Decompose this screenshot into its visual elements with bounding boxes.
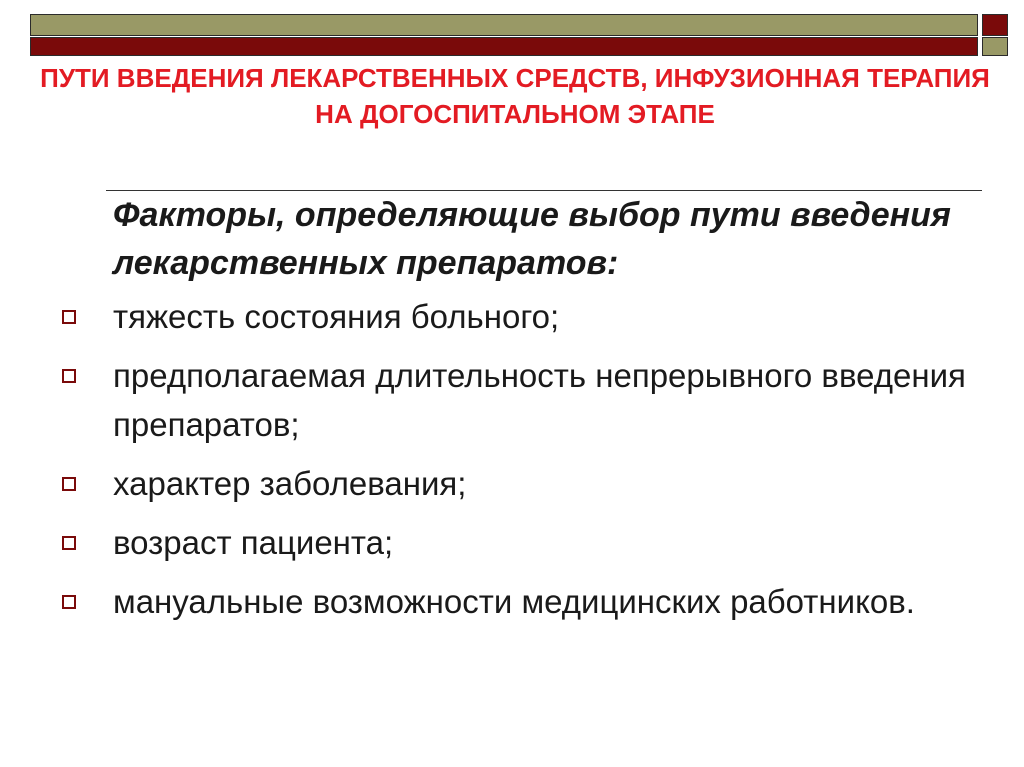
bullet-text: характер заболевания; [113, 465, 467, 502]
slide-title: ПУТИ ВВЕДЕНИЯ ЛЕКАРСТВЕННЫХ СРЕДСТВ, ИНФУЗИОННАЯ ТЕРАПИЯ НА ДОГОСПИТАЛЬНОМ ЭТАПЕ [40, 63, 990, 129]
bullet-item [0, 292, 973, 341]
bullet-text: тяжесть состояния больного; [113, 298, 560, 335]
bullet-item [0, 459, 973, 508]
square-bullet-icon [62, 595, 76, 609]
square-bullet-icon [62, 477, 76, 491]
bullet-text: предполагаемая длительность непрерывного введения препаратов; [113, 357, 966, 443]
bullet-list [0, 292, 1024, 636]
subheading: Факторы, определяющие выбор пути введения лекарственных препаратов: [113, 196, 951, 282]
header-square-red [982, 14, 1008, 36]
bullet-item [0, 577, 973, 626]
square-bullet-icon [62, 369, 76, 383]
square-bullet-icon [62, 310, 76, 324]
square-bullet-icon [62, 536, 76, 550]
header-bar-olive [30, 14, 978, 36]
header-bar-red [30, 37, 978, 56]
header-square-olive [982, 37, 1008, 56]
bullet-text: мануальные возможности медицинских работников. [113, 583, 915, 620]
bullet-text: возраст пациента; [113, 524, 394, 561]
bullet-item [0, 518, 973, 567]
bullet-item [0, 351, 973, 449]
